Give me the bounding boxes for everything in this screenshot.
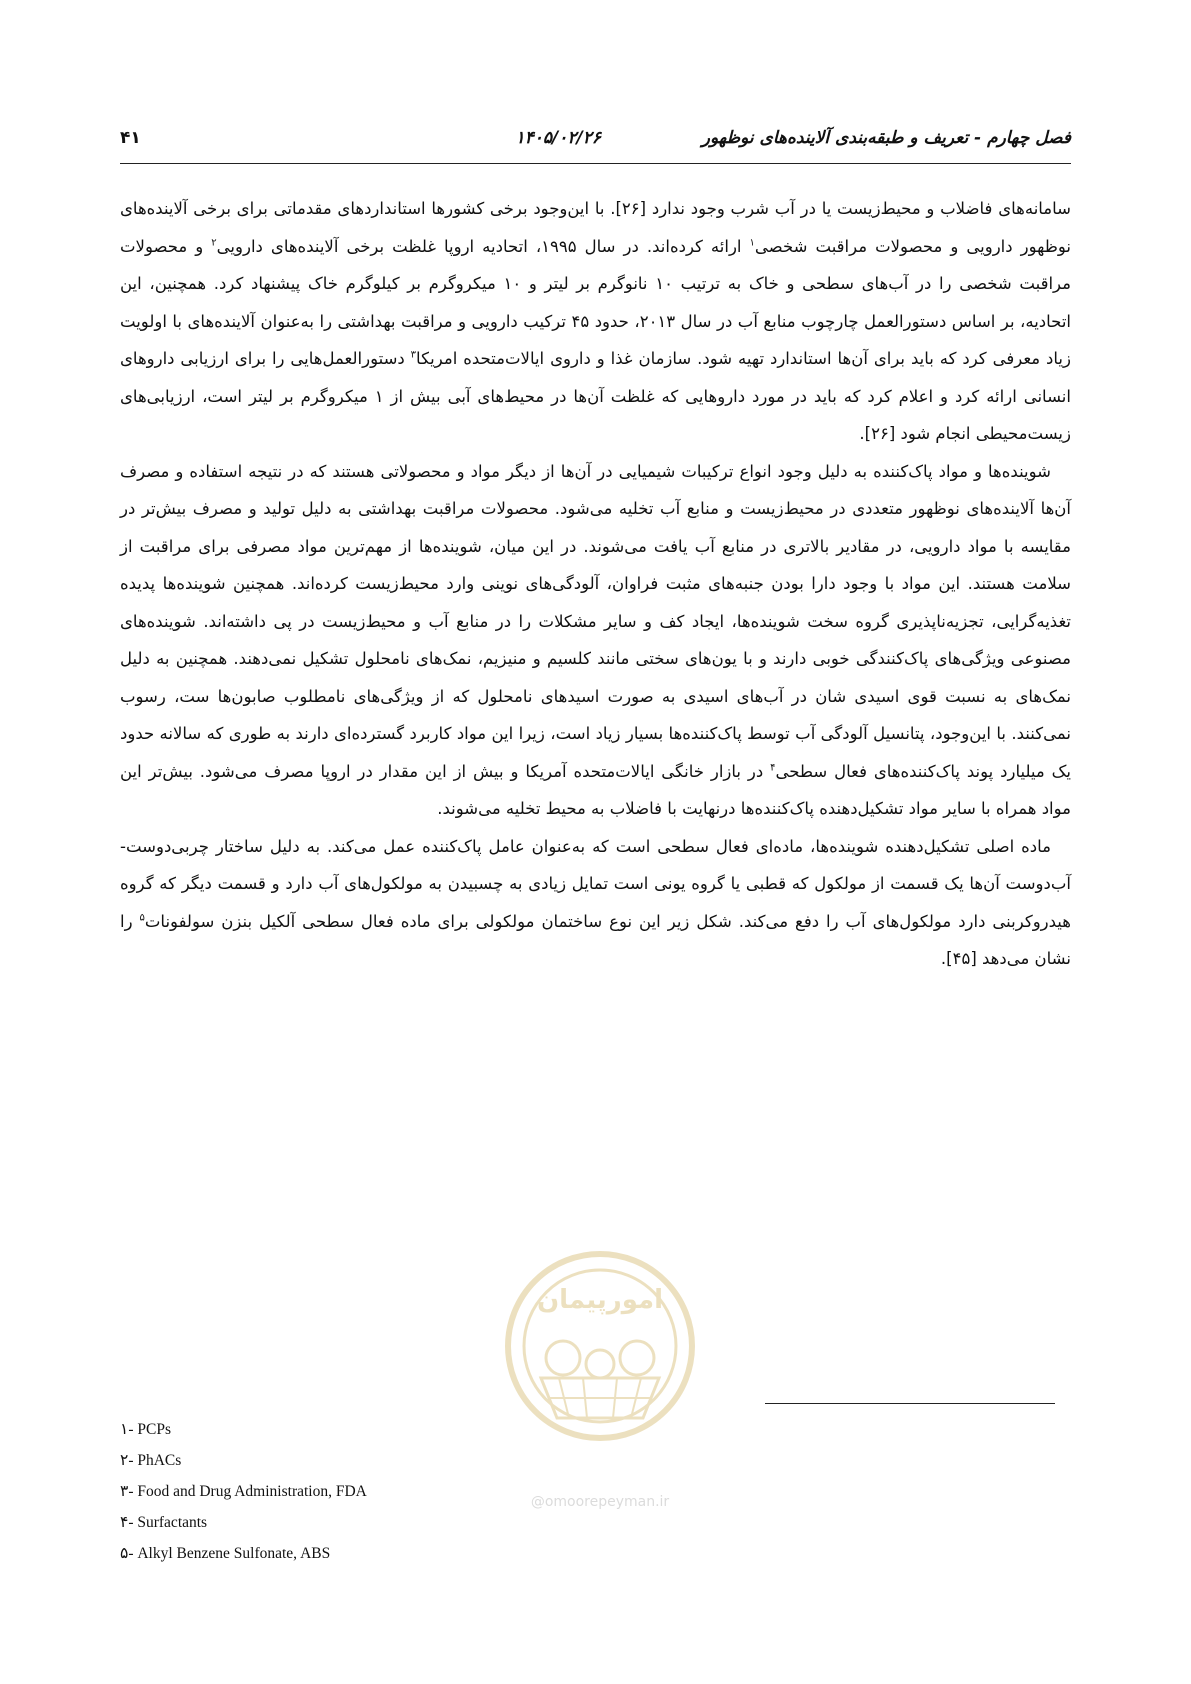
footnote-divider [765,1403,1055,1404]
footnotes [120,1414,367,1569]
watermark-url: @omoorepeyman.ir [530,1494,670,1510]
footnote-ref[interactable]: ۳ [410,349,417,361]
paragraph: ماده اصلی تشکیل‌دهنده شوینده‌ها، ماده‌ای فعال سطحی است که به‌عنوان عامل پاک‌کننده عمل می‌کند. به دلیل ساختار چربی‌دوست- آب‌دوست آن‌ها یک قسمت از مولکول که قطبی یا گروه یونی است تمایل زیادی به چسبیدن به مولکول‌های آب دارد و قسمت دیگر که گروه هیدروکربنی دارد مولکول‌های آب را دفع می‌کند. شکل زیر این نوع ساختمان مولکولی برای ماده فعال سطحی آلکیل بنزن سولفونات$^۵$ را نشان می‌دهد [۴۵]. [120,836,1071,968]
watermark-logo-text: امورپیمان [536,1285,664,1315]
footnote-item: ۴- Surfactants [120,1514,208,1531]
footnote-ref[interactable]: ۱ [749,237,755,248]
chapter-title: فصل چهارم - تعریف و طبقه‌بندی آلاینده‌های نوظهور [701,128,1071,148]
header-date: ۱۴۰۵/۰۲/۲۶ [515,128,601,148]
footnote-item: ۳- Food and Drug Administration, FDA [120,1483,367,1500]
footnote-ref[interactable]: ۵ [139,912,145,923]
page-number: ۴۱ [120,128,141,148]
footnote-item: ۵- Alkyl Benzene Sulfonate, ABS [120,1545,331,1562]
footnote-ref[interactable]: ۴ [770,762,776,773]
body-text [120,190,1071,978]
watermark-logo [493,1246,708,1516]
paragraph: سامانه‌های فاضلاب و محیط‌زیست یا در آب شرب وجود ندارد [۲۶]. با این‌وجود برخی کشورها استانداردهای مقدماتی برای برخی آلاینده‌های نوظهور دارویی و محصولات مراقبت شخصی$^۱$ ارائه کرده‌اند. در سال ۱۹۹۵، اتحادیه اروپا غلظت برخی آلاینده‌های دارویی$^۲$ و محصولات مراقبت شخصی را در آب‌های سطحی و خاک به ترتیب ۱۰ نانوگرم بر لیتر و ۱۰ میکروگرم بر کیلوگرم خاک پیشنهاد کرد. همچنین، این اتحادیه، بر اساس دستورالعمل چارچوب منابع آب در سال ۲۰۱۳، حدود ۴۵ ترکیب دارویی و مراقبت بهداشتی را به‌عنوان آلاینده‌های با اولویت زیاد معرفی کرد که باید برای آن‌ها استاندارد تهیه شود. سازمان غذا و داروی ایالات‌متحده امریکا$^۳$ دستورالعمل‌هایی را برای ارزیابی داروهای انسانی ارائه کرد و اعلام کرد که باید در مورد داروهایی که غلظت آن‌ها در محیط‌های آبی بیش از ۱ میکروگرم بر لیتر است، ارزیابی‌های زیست‌محیطی انجام شود [۲۶]. [120,199,1071,443]
footnote-item: ۲- PhACs [120,1452,182,1469]
paragraph: شوینده‌ها و مواد پاک‌کننده به دلیل وجود انواع ترکیبات شیمیایی در آن‌ها از دیگر مواد و محصولاتی هستند که در نتیجه استفاده و مصرف آن‌ها آلاینده‌های نوظهور متعددی در محیط‌زیست و منابع آب تخلیه می‌شود. محصولات مراقبت بهداشتی به دلیل تولید و مصرف بیش‌تر در مقایسه با مواد دارویی، در مقادیر بالاتری در منابع آب یافت می‌شوند. در این میان، شوینده‌ها از مهم‌ترین مواد مصرفی برای مراقبت از سلامت هستند. این مواد با وجود دارا بودن جنبه‌های مثبت فراوان، آلودگی‌های نوینی وارد محیط‌زیست کرده‌اند. همچنین شوینده‌ها پدیده تغذیه‌گرایی، تجزیه‌ناپذیری گروه سخت شوینده‌ها، ایجاد کف و سایر مشکلات را در منابع آب و محیط‌زیست در پی داشته‌اند. شوینده‌های مصنوعی ویژگی‌های پاک‌کنندگی خوبی دارند و با یون‌های سختی مانند کلسیم و منیزیم، نمک‌های نامحلول تشکیل نمی‌دهند. همچنین به دلیل نمک‌های به نسبت قوی اسیدی شان در آب‌های اسیدی به صورت اسیدهای نامحلول که از ویژگی‌های نامطلوب صابون‌ها ست، رسوب نمی‌کنند. با این‌وجود، پتانسیل آلودگی آب توسط پاک‌کننده‌ها بسیار زیاد است، زیرا این مواد کاربرد گسترده‌ای دارند به طوری که سالانه حدود یک میلیارد پوند پاک‌کننده‌های فعال سطحی$^۴$ در بازار خانگی ایالات‌متحده آمریکا و بیش از این مقدار در اروپا مصرف می‌شود. بیش‌تر این مواد همراه با سایر مواد تشکیل‌دهنده پاک‌کننده‌ها درنهایت با فاضلاب به محیط تخلیه می‌شوند. [120,461,1071,818]
footnote-item: ۱- PCPs [120,1421,171,1438]
page-header [120,128,1071,158]
footnote-ref[interactable]: ۲ [211,237,217,248]
header-divider [120,163,1071,164]
